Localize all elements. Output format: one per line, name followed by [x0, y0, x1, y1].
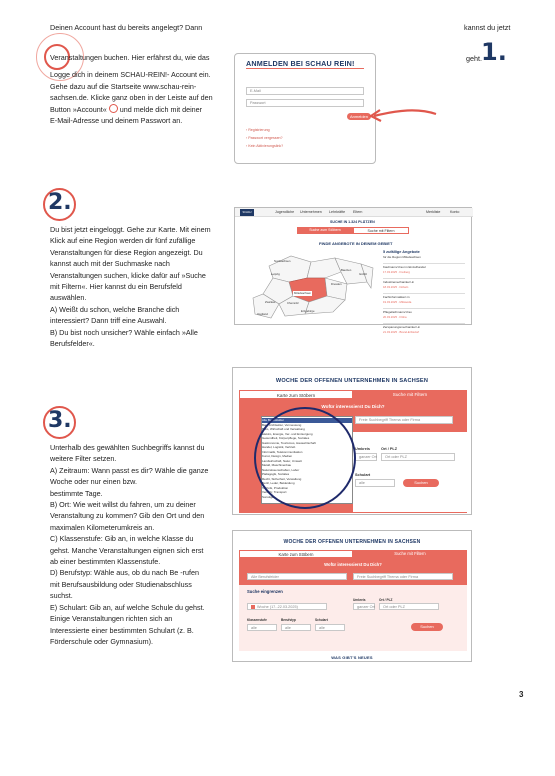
dropdown-item[interactable]: Landwirtschaft, Natur, Umwelt	[262, 458, 302, 463]
dropdown-item[interactable]: Verkehr, Transport	[262, 490, 287, 494]
step-number-2: 2.	[48, 190, 72, 215]
region-leipzig: Leipzig	[271, 272, 280, 276]
search-heading: SUCHE IN 1.324 PLÄTZEN	[330, 220, 375, 224]
offer-list-subtitle: für die Region Mittelsachsen	[383, 255, 421, 259]
schulart-label: Schulart	[355, 473, 371, 477]
dropdown-item[interactable]: Büro, Wirtschaft und Verwaltung	[262, 427, 305, 431]
nav-item-eltern[interactable]: Eltern	[353, 210, 363, 214]
berufstyp-select[interactable]: alle	[281, 624, 311, 631]
list-item[interactable]: Industriemechaniker/-in 18.03.2025 · Döbeln	[383, 278, 465, 290]
step-number-1: 1.	[481, 38, 507, 66]
login-title: ANMELDEN BEI SCHAU REIN!	[246, 59, 355, 68]
nav-merkliste[interactable]: Merkliste	[426, 210, 441, 214]
ort-input-2[interactable]: Ort oder PLZ	[379, 603, 439, 610]
step-number-3: 3.	[48, 408, 72, 433]
geht-label: geht.	[466, 54, 482, 63]
dropdown-item[interactable]: Gastronomie, Tourismus, Hauswirtschaft	[262, 440, 316, 445]
offer-list-title: 5 zufällige Angebote	[383, 250, 420, 254]
tab-map-browse-2[interactable]: Karte zum Stöbern	[239, 550, 353, 558]
interest-question: Wofür interessierst Du Dich?	[321, 404, 385, 409]
register-link[interactable]: › Registrierung	[246, 128, 270, 132]
region-zwickau: Zwickau	[265, 300, 276, 304]
umkreis-select-2[interactable]: ganzer Ort	[353, 603, 375, 610]
dropdown-item[interactable]: Bau, Architektur, Vermessung	[262, 422, 302, 427]
map-screenshot	[234, 207, 472, 334]
klasse-label: Klassenstufe	[247, 618, 267, 622]
offer-list	[383, 250, 465, 335]
refine-title: Suche eingrenzen	[247, 589, 283, 594]
forgot-password-link[interactable]: › Passwort vergessen?	[246, 136, 283, 140]
pointer-arrow	[368, 104, 438, 128]
email-field[interactable]: E-Mail	[246, 87, 364, 95]
tab-filter[interactable]: Suche mit Filtern	[353, 227, 409, 234]
free-search-input-2[interactable]: Freie Suchbegriff Thema oder Firma	[353, 573, 453, 580]
dropdown-item[interactable]: Recht, Sicherheit, Verwaltung	[262, 476, 302, 481]
free-search-input[interactable]: Freie Suchbegriff Thema oder Firma	[355, 416, 453, 424]
region-erzgebirge: Erzgebirge	[301, 309, 315, 313]
nav-konto[interactable]: Konto	[450, 210, 460, 214]
berufsfeld-select[interactable]: Alle Berufsfelder	[247, 573, 347, 580]
dropdown-item[interactable]: Handel, Logistik, Vertrieb	[262, 445, 296, 449]
region-bautzen: Bautzen	[341, 268, 352, 272]
umkreis-label: Umkreis	[355, 447, 370, 451]
activation-link[interactable]: › Kein Aktivierungslink?	[246, 144, 284, 148]
dropdown-item[interactable]: Informatik, Telekommunikation	[262, 449, 303, 454]
umkreis-select[interactable]: ganzer Ort	[355, 453, 377, 461]
step2-text: Du bist jetzt eingeloggt. Gehe zur Karte. Mit einem Klick auf eine Region werden dir fünf zufällige Veranstaltungen für diese Region angezeigt. Du kannst auch mit der Suchmaske nach Veranstaltungen suchen, klicke dafür auf »Suche mit Filtern«. Hier kannst du ein Berufsfeld auswählen. A) Weißt du schon, welche Branche dich interessiert? Dann triff eine Auswahl. B) Du bist noch unsicher? Wähle einfach »Alle Berufsfelder«.	[50, 225, 211, 349]
schulart-label-2: Schulart	[315, 618, 328, 622]
list-item[interactable]: Kaufmann/-frau im Einzelhandel 17.03.2025 · Freiberg	[383, 263, 465, 275]
region-goerlitz: Görlitz	[359, 272, 368, 276]
zeitraum-select[interactable]: Woche (17.-22.03.2025)	[247, 603, 327, 610]
highlight-ellipse	[253, 406, 357, 510]
tab-map-browse[interactable]: Karte zum Stöbern	[239, 390, 353, 399]
search-button-2[interactable]: Suchen	[411, 623, 443, 631]
tab-browse[interactable]: Suche zum Stöbern	[297, 227, 353, 234]
tab-search-filter[interactable]: Suche mit Filtern	[353, 390, 467, 399]
list-item[interactable]: Fachinformatiker/-in 19.03.2025 · Mittweida	[383, 293, 465, 305]
region-chemnitz: Chemnitz	[287, 301, 299, 305]
region-mittelsachsen: Mittelsachsen	[294, 291, 312, 295]
schulart-select[interactable]: alle	[355, 479, 395, 487]
nav-item-jugendliche[interactable]: Jugendliche	[275, 210, 295, 214]
schulart-select-2[interactable]: alle	[315, 624, 345, 631]
dropdown-item[interactable]: Kunst, Design, Medien	[262, 454, 293, 458]
map-section-title: FINDE ANGEBOTE IN DEINEM GEBIET	[319, 241, 393, 246]
umkreis-label-2: Umkreis	[353, 598, 366, 602]
smiley-icon	[109, 104, 118, 113]
tab-search-filter-2[interactable]: Suche mit Filtern	[353, 550, 467, 558]
step3-text: Unterhalb des gewählten Suchbegriffs kannst du weitere Filter setzen. A) Zeitraum: Wann passt es dir? Wähle die ganze Woche oder nur einen bzw. bestimmte Tage. B) Ort: Wie weit willst du fahren, um zu deiner Veranstaltung zu kommen? Gib den Ort und den maximalen Kilometerumkreis an. C) Klassenstufe: Gib an, in welche Klasse du gehst. Manche Veranstaltungen eignen sich erst ab einer bestimmten Klassenstufe. D) Berufstyp: Wähle aus, ob du nach Be -rufen mit Berufsausbildung oder Studienabschluss suchst. E) Schulart: Gib an, auf welche Schule du gehst. Einige Veranstaltungen richten sich an Interessierte einer bestimmten Schulart (z. B. Förderschule oder Gymnasium).	[50, 443, 209, 646]
checkbox-icon	[251, 605, 255, 609]
klasse-select[interactable]: alle	[247, 624, 277, 631]
dropdown-item[interactable]: Alle Berufsfelder	[262, 418, 352, 423]
nav-item-lehrkraefte[interactable]: Lehrkräfte	[329, 210, 346, 214]
step1-text: Veranstaltungen buchen. Hier erfährst du, wie das Logge dich in deinem SCHAU-REIN!- Account ein. Gehe dazu auf die Startseite www.schau-rein- sachsen.de. Klicke ganz oben in der Leiste auf den Button »Account« und melde dich mit deiner E-Mail-Adresse und deinem Passwort an.	[50, 53, 213, 126]
page-number: 3	[519, 690, 524, 699]
filter-screenshot-bottom	[232, 530, 472, 662]
ort-label-2: Ort / PLZ	[379, 598, 393, 602]
nav-item-unternehmen[interactable]: Unternehmen	[300, 210, 322, 214]
dropdown-item[interactable]: Technik, Produktion	[262, 485, 289, 490]
news-heading: WAS GIBT'S NEUES	[331, 655, 373, 660]
ort-input[interactable]: Ort oder PLZ	[381, 453, 455, 461]
list-item[interactable]: Pflegefachmann/-frau 20.03.2025 · Flöha	[383, 308, 465, 320]
list-item[interactable]: Zerspanungsmechaniker/-in 21.03.2025 · Brand-Erbisdorf	[383, 323, 465, 335]
dropdown-item[interactable]: Pädagogik, Soziales	[262, 472, 290, 476]
dropdown-item[interactable]: Elektro, Energie, Ver- und Entsorgung	[262, 431, 313, 436]
filter-screenshot-top	[232, 367, 472, 515]
login-screenshot	[234, 53, 376, 164]
region-dresden: Dresden	[331, 282, 342, 286]
region-nordsachsen: Nordsachsen	[274, 259, 291, 263]
dropdown-item[interactable]: Sonstiges	[262, 494, 276, 499]
intro-text-right: kannst du jetzt	[464, 23, 511, 32]
interest-question-2: Wofür interessierst Du Dich?	[324, 562, 382, 567]
dropdown-item[interactable]: Metall, Maschinenbau	[262, 463, 292, 467]
berufstyp-label: Berufstyp	[281, 618, 296, 622]
filter-heading: WOCHE DER OFFENEN UNTERNEHMEN IN SACHSEN	[275, 378, 429, 384]
filter-heading-2: WOCHE DER OFFENEN UNTERNEHMEN IN SACHSEN	[283, 539, 421, 545]
password-field[interactable]: Passwort	[246, 99, 364, 107]
dropdown-item[interactable]: Gesundheit, Körperpflege, Soziales	[262, 436, 310, 440]
intro-text: Deinen Account hast du bereits angelegt? Dann	[50, 23, 203, 32]
dropdown-item[interactable]: Naturwissenschaften, Labor	[262, 467, 300, 472]
login-button[interactable]: Anmelden	[347, 113, 371, 120]
ort-label: Ort / PLZ	[381, 447, 398, 451]
site-logo: SCHAU REIN	[240, 209, 254, 216]
search-button[interactable]: Suchen	[403, 479, 439, 487]
region-vogtland: Vogtland	[257, 312, 268, 316]
dropdown-item[interactable]: Textil, Leder, Bekleidung	[262, 481, 295, 485]
